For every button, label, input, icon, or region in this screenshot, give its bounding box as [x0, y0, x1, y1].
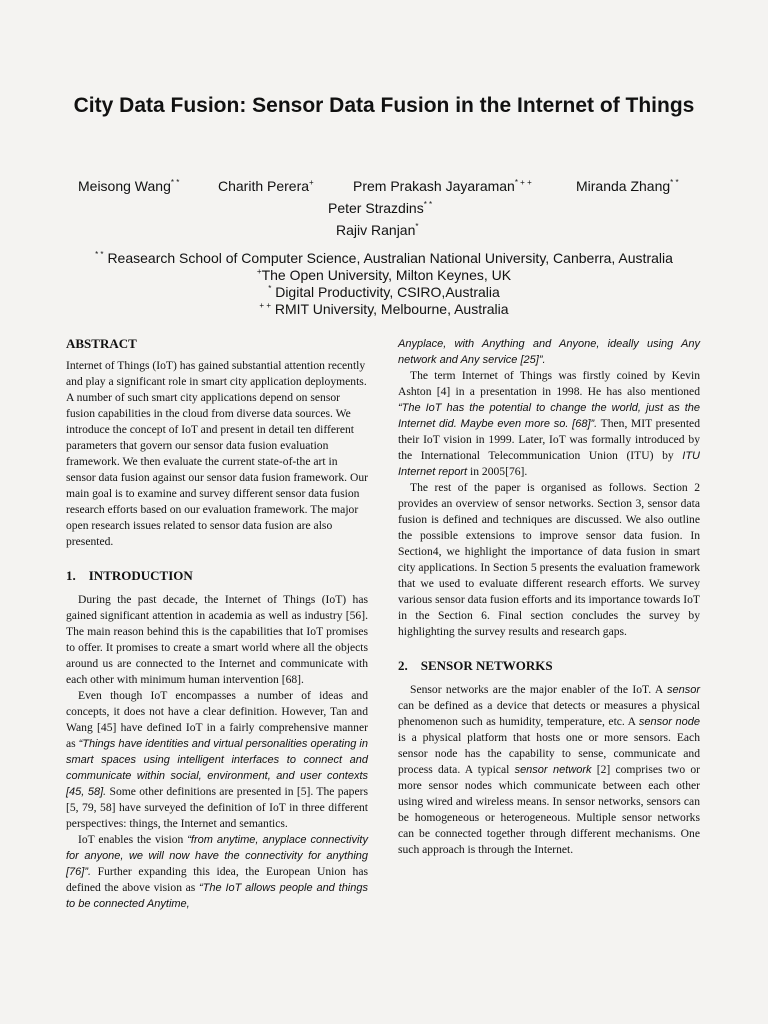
author: Prem Prakash Jayaraman* + + [353, 178, 532, 194]
author: Miranda Zhang* * [576, 178, 679, 194]
affiliation: + + RMIT University, Melbourne, Australia [259, 301, 509, 317]
section-2-heading: 2. SENSOR NETWORKS [398, 658, 553, 673]
abstract-text: Internet of Things (IoT) has gained substantial attention recently and play a significant role in smart city application deployments. A number of such smart city applications depend on sensor fusion capabilities in the cloud from diverse data sources. We introduce the concept of IoT and present in detail ten different parameters that govern our sensor data fusion evaluation framework. We then evaluate the current state-of-the art in sensor data fusion against our sensor data fusion framework. Our main goal is to examine and survey different sensor data fusion research efforts based on our evaluation framework. The major open research issues related to sensor data fusion are also presented. [66, 359, 369, 548]
author: Peter Strazdins* * [328, 200, 433, 216]
author: Charith Perera+ [218, 178, 314, 194]
quote: “The IoT allows people and things to be connected Anytime, [66, 882, 368, 910]
quote: “from anytime, anyplace connectivity for anyone, we will now have the connectivity for anything [76]”. [66, 834, 368, 878]
author: Meisong Wang* * [78, 178, 180, 194]
intro-paragraph-3: IoT enables the vision “from anytime, anyplace connectivity for anyone, we will now have the connectivity for anything [76]”. Further expanding this idea, the European Union has defined the above vision as “The IoT allows people and things to be connected Anytime, [66, 833, 368, 910]
paper-title: City Data Fusion: Sensor Data Fusion in the Internet of Things [73, 94, 695, 117]
quote: ITU Internet report [398, 450, 700, 478]
author: Rajiv Ranjan* [336, 222, 419, 238]
section-2-paragraph: Sensor networks are the major enabler of the IoT. A sensor can be defined as a device that detects or measures a physical phenomenon such as humidity, temperature, etc. A sensor node is a physical platform that hosts one or more sensors. Each sensor node has the capability to sense, communicate and process data. A typical sensor network [2] comprises two or more sensor nodes which communicate between each other using wired and wireless means. In sensor networks, sensors can be homogeneous or heterogeneous. Multiple sensor networks can be connected together through different mechanisms. One such approach is through the Internet. [398, 683, 701, 856]
continued-quote: Anyplace, with Anything and Anyone, ideally using Any network and Any service [25]”. [398, 338, 700, 366]
term: sensor [666, 684, 700, 696]
affiliation: * Digital Productivity, CSIRO,Australia [268, 284, 500, 300]
left-column [66, 336, 368, 912]
intro-paragraph-5: The rest of the paper is organised as follows. Section 2 provides an overview of sensor networks. Section 3, sensor data fusion is defined and techniques are discussed. We also outline the possible extensions to improve sensor data fusion. In Section4, we highlight the importance of data fusion in smart city applications. In Section 5 presents the evaluation framework that we used to evaluate different research efforts. We survey various sensor data fusion efforts and its importance towards IoT in the Section 6. Final section concludes the survey by highlighting the survey results and research gaps. [398, 481, 700, 638]
intro-paragraph-4: The term Internet of Things was firstly coined by Kevin Ashton [4] in a presentation in 1998. He has also mentioned “The IoT has the potential to change the world, just as the Internet did. Maybe even more so. [68]”. Then, MIT presented their IoT vision in 1999. Later, IoT was formally introduced by the International Telecommunication Union (ITU) by ITU Internet report in 2005[76]. [398, 369, 700, 478]
quote: “Things have identities and virtual personalities operating in smart spaces using intelligent interfaces to connect and communicate within social, environment, and user contexts [45, 58]. [66, 738, 368, 798]
affiliation: +The Open University, Milton Keynes, UK [256, 267, 512, 283]
affiliation: * * Reasearch School of Computer Science, Australian National University, Canberra, Australia [95, 250, 673, 266]
quote: “The IoT has the potential to change the world, just as the Internet did. Maybe even more so. [68]”. [398, 402, 700, 430]
intro-heading: 1. INTRODUCTION [66, 568, 193, 583]
intro-paragraph-1: During the past decade, the Internet of Things (IoT) has gained significant attention in academia as well as industry [56]. The main reason behind this is the capabilities that IoT promises to offer. It promises to create a smart world where all the objects around us are connected to the Internet and communicate with each other with minimum human intervention [68]. [66, 593, 368, 686]
term: sensor network [514, 764, 592, 776]
intro-paragraph-2: Even though IoT encompasses a number of ideas and concepts, it does not have a clear definition. However, Tan and Wang [45] have defined IoT in a fairly comprehensive manner as “Things have identities and virtual personalities operating in smart spaces using intelligent interfaces to connect and communicate within social, environment, and user contexts [45, 58]. Some other definitions are presented in [5]. The papers [5, 79, 58] have surveyed the definition of IoT in three different perspectives: things, the Internet and semantics. [66, 689, 368, 830]
abstract-heading: ABSTRACT [66, 336, 137, 351]
right-column [398, 336, 700, 858]
term: sensor node [638, 716, 700, 728]
